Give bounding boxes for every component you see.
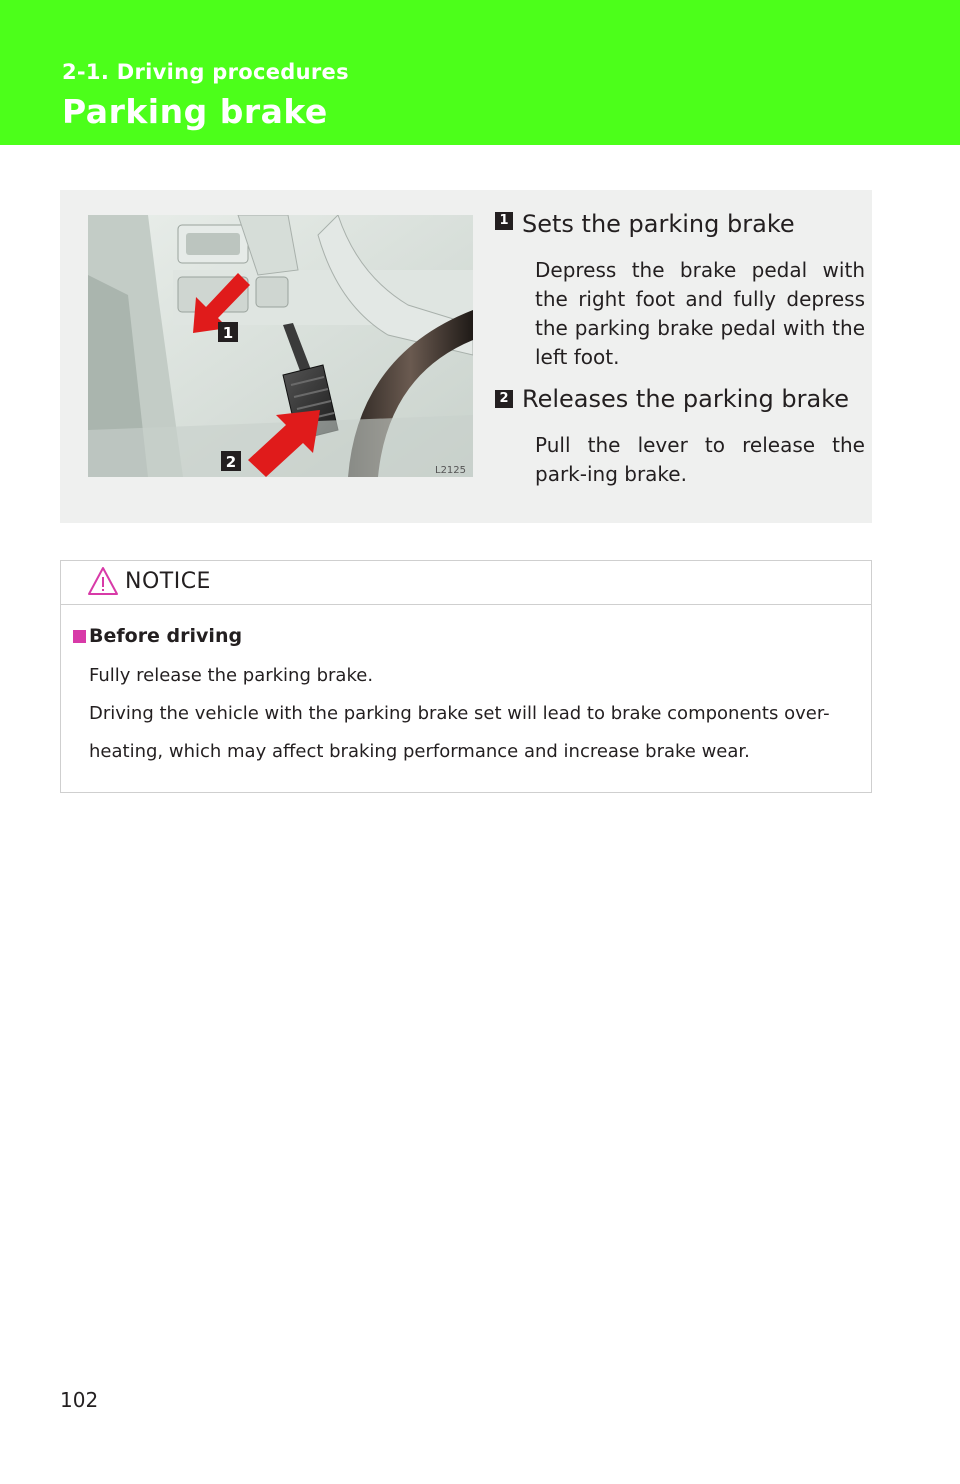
notice-line-3: heating, which may affect braking performance and increase brake wear. (89, 741, 750, 762)
figure-code: L2125 (435, 465, 467, 476)
notice-line-2: Driving the vehicle with the parking brake set will lead to brake components over- (89, 703, 830, 724)
notice-item-title: Before driving (89, 625, 243, 647)
figure-callout-1: 1 (222, 324, 234, 342)
notice-box (60, 560, 872, 793)
notice-title: NOTICE (125, 569, 211, 594)
step-2-badge: 2 (495, 390, 513, 408)
parking-brake-illustration (88, 215, 473, 477)
step-2-description: Pull the lever to release the park-ing brake. (535, 433, 865, 486)
notice-line-1: Fully release the parking brake. (89, 665, 374, 686)
section-label: 2-1. Driving procedures (62, 60, 349, 84)
parking-brake-drawing (88, 215, 473, 477)
step-2-heading: Releases the parking brake (522, 385, 849, 413)
step-1-heading: Sets the parking brake (522, 210, 795, 238)
bullet-square-icon (73, 630, 86, 643)
step-1-badge: 1 (495, 212, 513, 230)
page-title: Parking brake (62, 92, 328, 131)
warning-triangle-icon (86, 564, 120, 598)
page-number: 102 (60, 1388, 99, 1412)
notice-divider (61, 604, 871, 605)
step-1-description: Depress the brake pedal with the right foot and fully depress the parking brake pedal with the left foot. (535, 258, 865, 369)
figure-callout-2: 2 (225, 453, 237, 471)
